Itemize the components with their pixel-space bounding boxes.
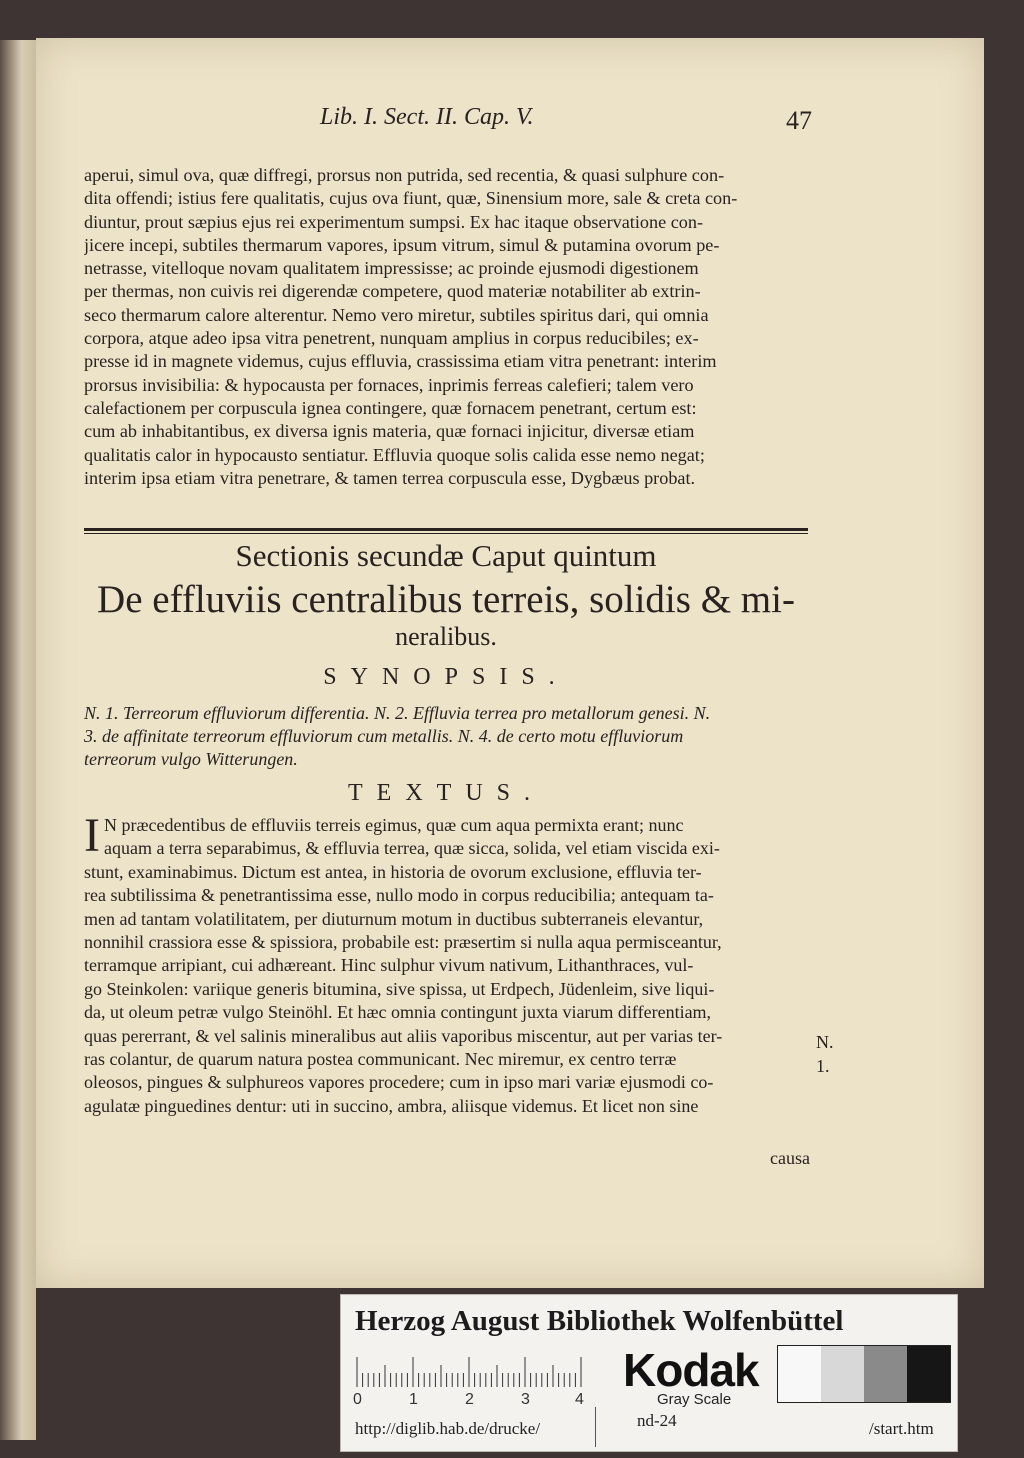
- margin-note-label: N.: [816, 1032, 834, 1052]
- gray-patch: [864, 1346, 907, 1402]
- synopsis-block: [84, 702, 808, 771]
- drop-cap: I: [84, 809, 100, 862]
- running-title: Lib. I. Sect. II. Cap. V.: [320, 104, 534, 130]
- synopsis-line: terreorum vulgo Witterungen.: [84, 749, 298, 769]
- textus-line: aquam a terra separabimus, & effluvia terrea, quæ sicca, solida, vel etiam viscida exi-: [103, 838, 720, 859]
- synopsis-heading: SYNOPSIS.: [323, 664, 569, 690]
- running-header: [320, 104, 820, 135]
- chapter-heading-cont: neralibus.: [395, 622, 497, 651]
- textus-heading: TEXTUS.: [348, 780, 544, 806]
- text-line: diuntur, prout sæpius ejus rei experimentum sumpsi. Ex hac itaque observatione con-: [84, 211, 704, 232]
- url-left: http://diglib.hab.de/drucke/: [355, 1419, 541, 1438]
- library-name: Herzog August Bibliothek Wolfenbüttel: [355, 1305, 844, 1337]
- text-line: aperui, simul ova, quæ diffregi, prorsus non putrida, sed recentia, & quasi sulphure con-: [84, 165, 725, 185]
- text-line: cum ab inhabitantibus, ex diversa ignis materia, quæ fornaci injicitur, diversæ etiam: [84, 421, 695, 442]
- text-line: interim ipsa etiam vitra penetrare, & tamen terrea corpuscula esse, Dygbæus probat.: [84, 467, 696, 488]
- text-line: dita offendi; istius fere qualitatis, cujus ova fiunt, quæ, Sinensium more, sale & creta con-: [84, 188, 738, 209]
- ruler-number: 4: [575, 1391, 584, 1408]
- body-paragraph: [84, 164, 812, 490]
- url-right: /start.htm: [869, 1419, 934, 1438]
- textus-line: nonnihil crassiora esse & spissiora, probabile est: præsertim si nulla aqua permisceantur,: [84, 932, 722, 953]
- gray-patch: [778, 1346, 821, 1402]
- chapter-heading: De effluviis centralibus terreis, solidis & mi-: [97, 578, 795, 621]
- ruler-number: 3: [521, 1391, 530, 1408]
- ruler-number: 1: [409, 1391, 418, 1408]
- text-line: jicere incepi, subtiles thermarum vapores, ipsum vitrum, simul & putamina ovorum pe-: [84, 234, 720, 255]
- chapter-subtitle: Sectionis secundæ Caput quintum: [235, 538, 657, 573]
- margin-note: [816, 1030, 834, 1078]
- color-calibration-card: [340, 1294, 958, 1452]
- gray-patch: [907, 1346, 950, 1402]
- textus-block: [84, 809, 814, 1118]
- gray-patches: [777, 1345, 951, 1403]
- textus-line: oleosos, pingues & sulphureos vapores procedere; cum in ipso mari variæ ejusmodi co-: [84, 1072, 714, 1093]
- text-line: per thermas, non cuivis rei digerendæ competere, quod materiæ notabiliter ab extrin-: [84, 281, 701, 302]
- margin-note-number: 1.: [816, 1056, 830, 1076]
- textus-line: stunt, examinabimus. Dictum est antea, in historia de ovorum exclusione, effluvia ter-: [84, 861, 702, 882]
- page-number: 47: [786, 106, 812, 135]
- text-line: qualitatis calor in hypocausto sentiatur. Effluvia quoque solis calida esse nemo negat;: [84, 444, 705, 465]
- textus-line: N præcedentibus de effluviis terreis egimus, quæ cum aqua permixta erant; nunc: [103, 815, 684, 835]
- ruler-icon: [353, 1351, 593, 1391]
- textus-line: go Steinkolen: variique generis bitumina, sive spissa, ut Erdpech, Jüdenleim, sive liqui-: [84, 978, 715, 999]
- gray-scale-label: Gray Scale: [657, 1391, 732, 1408]
- text-line: presse id in magnete videmus, cujus effluvia, crassissima etiam vitra penetrant: interim: [84, 351, 717, 372]
- text-line: netrasse, vitelloque novam qualitatem impressisse; ac proinde ejusmodi digestionem: [84, 258, 699, 279]
- text-line: prorsus invisibilia: & hypocausta per fornaces, inprimis ferreas calefieri; talem vero: [84, 374, 694, 395]
- separator: [595, 1407, 596, 1447]
- text-line: seco thermarum calore alterentur. Nemo vero miretur, subtiles spiritus dari, qui omnia: [84, 304, 709, 325]
- adjacent-page-edge: [0, 40, 36, 1440]
- synopsis-line: 3. de affinitate terreorum effluviorum cum metallis. N. 4. de certo motu effluviorum: [84, 726, 684, 746]
- textus-line: da, ut oleum petræ vulgo Steinöhl. Et hæc omnia contingunt juxta viarum differentiam,: [84, 1002, 712, 1023]
- textus-line: men ad tantam volatilitatem, per diuturnum motum in ductibus subterraneis elevantur,: [84, 908, 704, 929]
- gray-patch: [821, 1346, 864, 1402]
- ruler-number: 2: [465, 1391, 474, 1408]
- text-line: corpora, atque adeo ipsa vitra penetrent, nunquam amplius in corpus reducibiles; ex-: [84, 328, 699, 349]
- section-divider-rule: [84, 528, 808, 531]
- synopsis-line: N. 1. Terreorum effluviorum differentia. N. 2. Effluvia terrea pro metallorum genesi. N.: [84, 703, 711, 723]
- kodak-logo: Kodak: [623, 1344, 759, 1396]
- ruler-number: 0: [353, 1391, 362, 1408]
- text-line: calefactionem per corpuscula ignea contingere, quæ fornacem penetrant, certum est:: [84, 397, 697, 418]
- chapter-title: [84, 538, 808, 652]
- textus-line: terramque arripiant, cui adhæreant. Hinc sulphur vivum nativum, Lithanthraces, vul-: [84, 955, 694, 976]
- section-divider-rule-thin: [84, 533, 808, 534]
- textus-line: quas pererrant, & vel salinis mineralibus aut aliis vaporibus miscentur, aut per varias ter-: [84, 1025, 723, 1046]
- textus-line: rea subtilissima & penetrantissima esse, nullo modo in corpus reducibilia; antequam ta-: [84, 885, 714, 906]
- textus-line: ras colantur, de quarum natura postea communicant. Nec miremur, ex centro terræ: [84, 1049, 677, 1070]
- catchword: causa: [770, 1148, 810, 1168]
- shelfmark: nd-24: [637, 1411, 677, 1430]
- textus-line: agulatæ pinguedines dentur: uti in succino, ambra, aliisque videmus. Et licet non sine: [84, 1095, 699, 1116]
